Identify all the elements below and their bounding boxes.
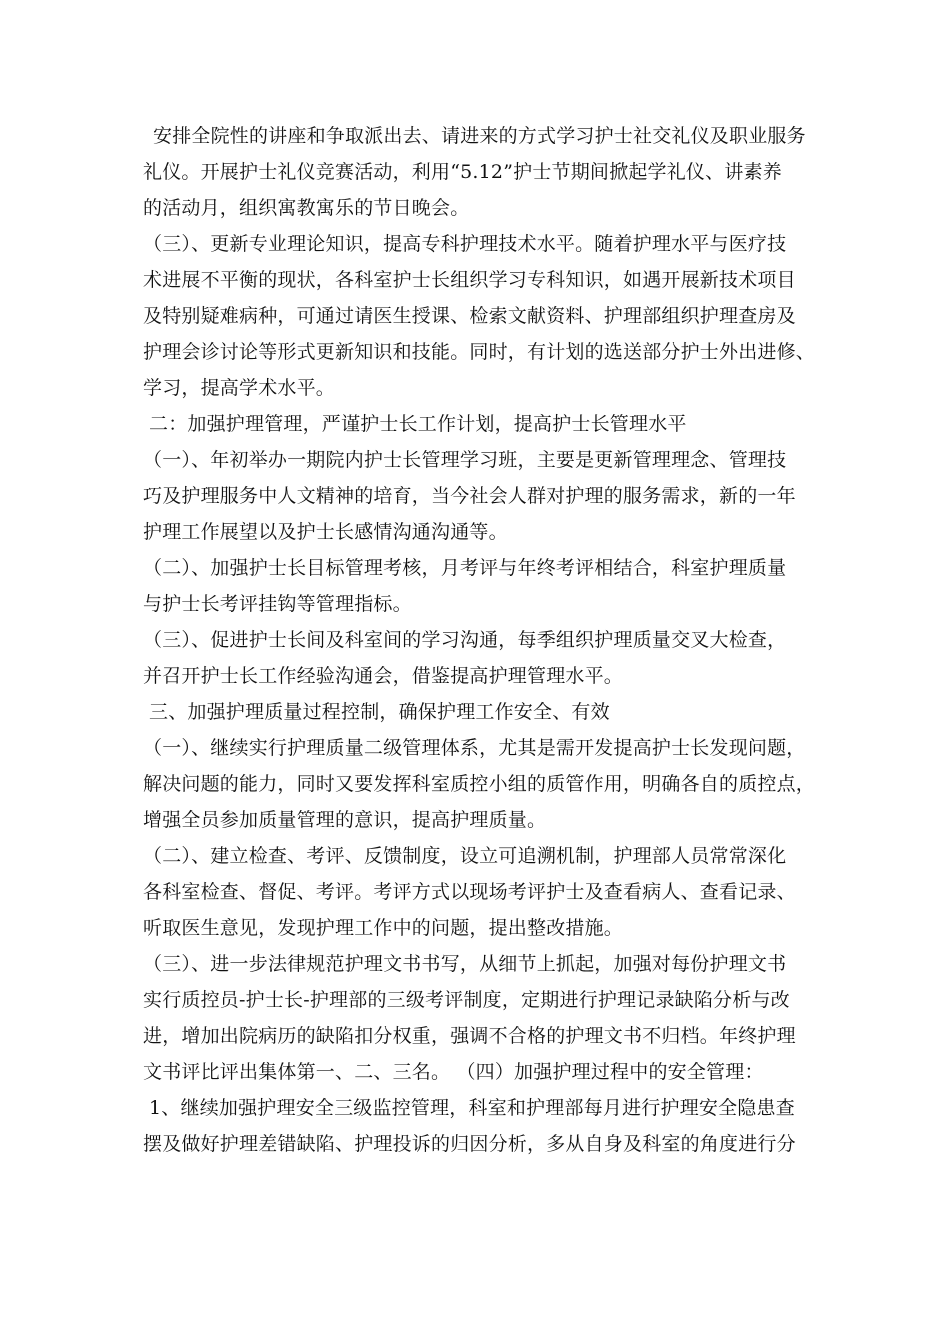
text-line: 安排全院性的讲座和争取派出去、请进来的方式学习护士社交礼仪及职业服务: [153, 125, 806, 147]
section-heading: 二：加强护理管理，严谨护士长工作计划，提高护士长管理水平: [149, 413, 687, 435]
text-line: 护理会诊讨论等形式更新知识和技能。同时，有计划的选送部分护士外出进修、: [143, 341, 816, 363]
text-line: （一）、年初举办一期院内护士长管理学习班，主要是更新管理理念、管理技: [143, 449, 787, 471]
text-line: （三）、进一步法律规范护理文书书写，从细节上抓起，加强对每份护理文书: [143, 953, 787, 975]
text-line: 并召开护士长工作经验沟通会，借鉴提高护理管理水平。: [143, 665, 624, 687]
text-line: （二）、建立检查、考评、反馈制度，设立可追溯机制，护理部人员常常深化: [143, 845, 787, 867]
text-line: （二）、加强护士长目标管理考核，月考评与年终考评相结合，科室护理质量: [143, 557, 787, 579]
text-line: 的活动月，组织寓教寓乐的节日晚会。: [143, 197, 470, 219]
section-heading: 三、加强护理质量过程控制，确保护理工作安全、有效: [149, 701, 610, 723]
text-line: 摆及做好护理差错缺陷、护理投诉的归因分析，多从自身及科室的角度进行分: [143, 1133, 796, 1155]
text-line: 学习，提高学术水平。: [143, 377, 336, 399]
text-line: 听取医生意见，发现护理工作中的问题，提出整改措施。: [143, 917, 624, 939]
text-line: 实行质控员-护士长-护理部的三级考评制度，定期进行护理记录缺陷分析与改: [143, 989, 790, 1011]
text-line: 各科室检查、督促、考评。考评方式以现场考评护士及查看病人、查看记录、: [143, 881, 796, 903]
text-line: 护理工作展望以及护士长感情沟通沟通等。: [143, 521, 508, 543]
text-line: 巧及护理服务中人文精神的培育，当今社会人群对护理的服务需求，新的一年: [143, 485, 796, 507]
text-line: （三）、更新专业理论知识，提高专科护理技术水平。随着护理水平与医疗技: [143, 233, 787, 255]
text-line: 1、继续加强护理安全三级监控管理，科室和护理部每月进行护理安全隐患查: [149, 1097, 795, 1119]
text-line: 及特别疑难病种，可通过请医生授课、检索文献资料、护理部组织护理查房及: [143, 305, 796, 327]
text-line: 解决问题的能力，同时又要发挥科室质控小组的质管作用，明确各自的质控点，: [143, 773, 816, 795]
text-line: （一）、继续实行护理质量二级管理体系，尤其是需开发提高护士长发现问题，: [143, 737, 806, 759]
text-line: 礼仪。开展护士礼仪竞赛活动，利用“5.12”护士节期间掀起学礼仪、讲素养: [143, 161, 782, 183]
text-line: 进，增加出院病历的缺陷扣分权重，强调不合格的护理文书不归档。年终护理: [143, 1025, 796, 1047]
text-line: 术进展不平衡的现状，各科室护士长组织学习专科知识，如遇开展新技术项目: [143, 269, 796, 291]
text-line: 增强全员参加质量管理的意识，提高护理质量。: [143, 809, 547, 831]
text-line: 与护士长考评挂钩等管理指标。: [143, 593, 412, 615]
text-line: （三）、促进护士长间及科室间的学习沟通，每季组织护理质量交叉大检查，: [143, 629, 787, 651]
text-line: 文书评比评出集体第一、二、三名。 （四）加强护理过程中的安全管理：: [143, 1061, 764, 1083]
